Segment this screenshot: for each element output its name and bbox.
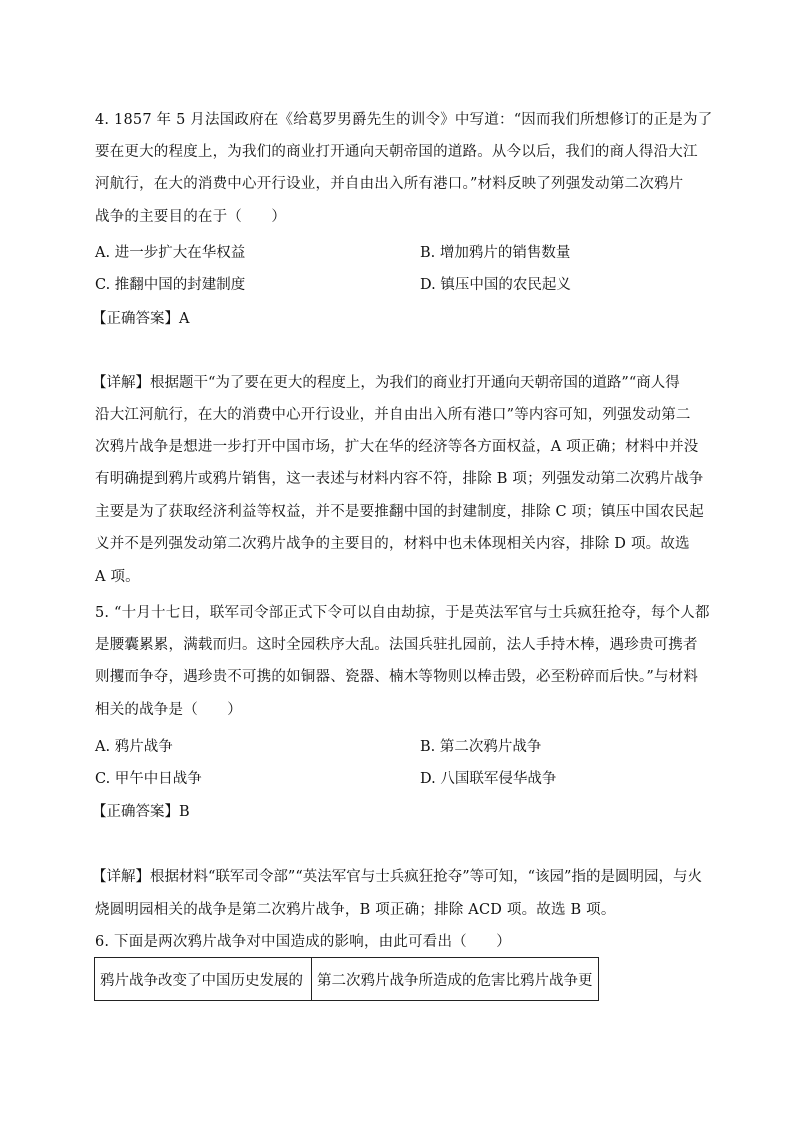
q5-explanation-line-1: 【详解】根据材料“联军司令部”“英法军官与士兵疯狂抢夺”等可知，“该园”指的是圆明园，与火 <box>92 869 702 885</box>
q4-explanation-line-5: 主要是为了获取经济利益等权益，并不是要推翻中国的封建制度，排除 C 项；镇压中国农民起 <box>95 504 704 520</box>
q4-explanation-line-6: 义并不是列强发动第二次鸦片战争的主要目的，材料中也未体现相关内容，排除 D 项。故选 <box>95 536 690 552</box>
q4-option-b: B. 增加鸦片的销售数量 <box>420 245 571 261</box>
q4-stem-line-4: 战争的主要目的在于（ ） <box>95 209 287 225</box>
q4-explanation-line-1: 【详解】根据题干“为了要在更大的程度上，为我们的商业打开通向天朝帝国的道路”“商人得 <box>92 375 680 391</box>
q5-stem-line-3: 则攫而争夺，遇珍贵不可携的如铜器、瓷器、楠木等物则以棒击毁，必至粉碎而后快。”与材料 <box>95 669 699 685</box>
q6-table <box>94 957 599 1001</box>
q4-option-d: D. 镇压中国的农民起义 <box>420 277 571 293</box>
q4-answer: 【正确答案】A <box>92 311 190 327</box>
q5-stem-line-1: 5. “十月十七日，联军司令部正式下令可以自由劫掠，于是英法军官与士兵疯狂抢夺，每个人都 <box>95 605 710 621</box>
q6-table-cell-1: 鸦片战争改变了中国历史发展的 <box>95 958 312 1001</box>
q4-explanation-line-3: 次鸦片战争是想进一步打开中国市场，扩大在华的经济等各方面权益，A 项正确；材料中并没 <box>95 439 699 455</box>
q4-stem-line-3: 河航行，在大的消费中心开行设业，并自由出入所有港口。”材料反映了列强发动第二次鸦片 <box>95 176 684 192</box>
q4-option-a: A. 进一步扩大在华权益 <box>95 245 246 261</box>
q5-answer: 【正确答案】B <box>92 804 190 820</box>
q5-option-b: B. 第二次鸦片战争 <box>420 739 542 755</box>
q4-explanation-line-4: 有明确提到鸦片或鸦片销售，这一表述与材料内容不符，排除 B 项；列强发动第二次鸦片战争 <box>95 471 704 487</box>
q5-option-d: D. 八国联军侵华战争 <box>420 771 557 787</box>
q4-explanation-line-7: A 项。 <box>95 569 140 585</box>
q6-stem: 6. 下面是两次鸦片战争对中国造成的影响，由此可看出（ ） <box>95 934 511 950</box>
q6-table-cell-2: 第二次鸦片战争所造成的危害比鸦片战争更 <box>312 958 599 1001</box>
q5-stem-line-2: 是腰囊累累，满载而归。这时全园秩序大乱。法国兵驻扎园前，法人手持木棒，遇珍贵可携者 <box>95 637 698 653</box>
q4-option-c: C. 推翻中国的封建制度 <box>95 277 246 293</box>
q5-explanation-line-2: 烧圆明园相关的战争是第二次鸦片战争，B 项正确；排除 ACD 项。故选 B 项。 <box>95 902 616 918</box>
q5-option-a: A. 鸦片战争 <box>95 739 173 755</box>
table-row <box>95 958 599 1001</box>
q4-explanation-line-2: 沿大江河航行，在大的消费中心开行设业，并自由出入所有港口”等内容可知，列强发动第二 <box>95 407 691 423</box>
q5-stem-line-4: 相关的战争是（ ） <box>95 702 242 718</box>
q5-option-c: C. 甲午中日战争 <box>95 771 202 787</box>
q4-stem-line-2: 要在更大的程度上，为我们的商业打开通向天朝帝国的道路。从今以后，我们的商人得沿大江 <box>95 144 698 160</box>
q4-stem-line-1: 4. 1857 年 5 月法国政府在《给葛罗男爵先生的训令》中写道：“因而我们所想修订的正是为了 <box>95 112 713 128</box>
